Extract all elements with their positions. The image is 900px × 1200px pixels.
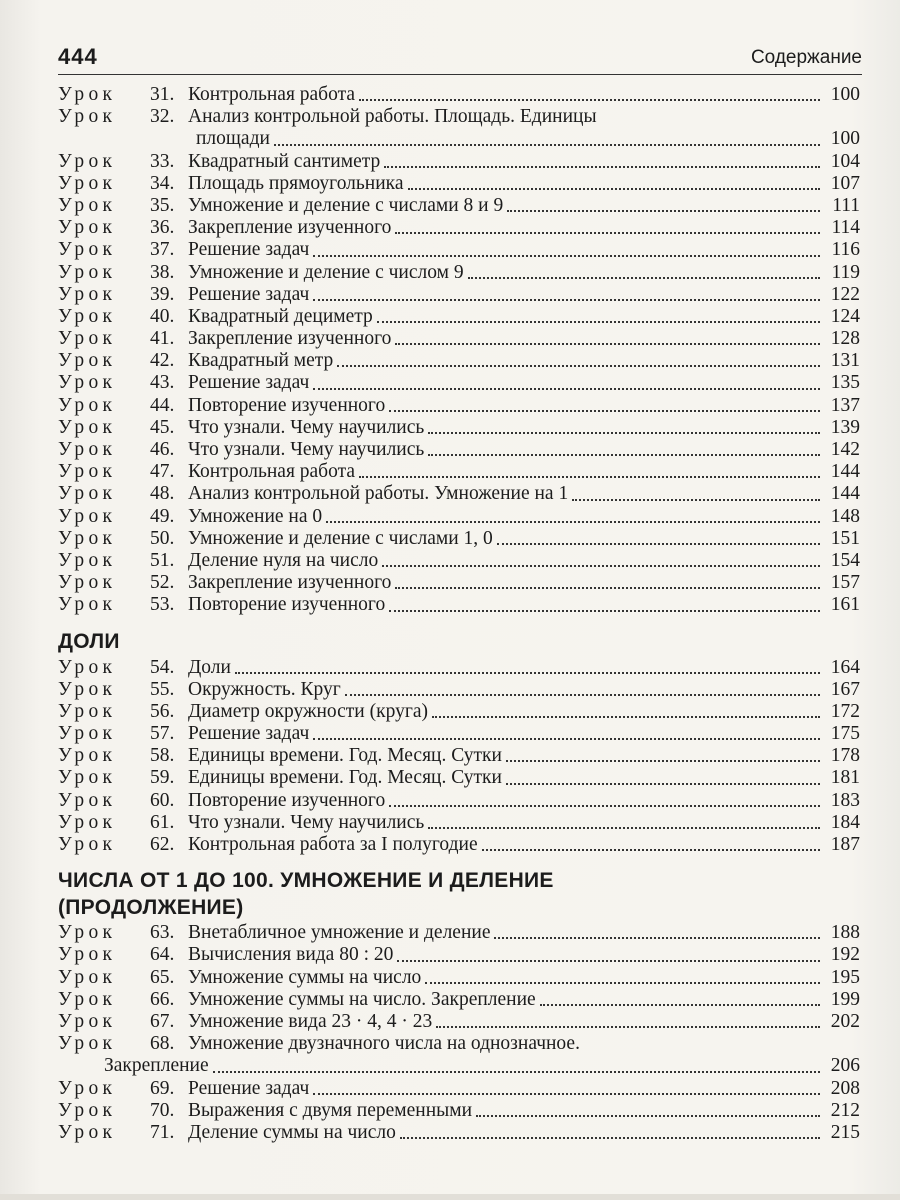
section-heading: ЧИСЛА ОТ 1 ДО 100. УМНОЖЕНИЕ И ДЕЛЕНИЕ bbox=[58, 869, 554, 893]
lesson-number: 69. bbox=[150, 1077, 175, 1099]
lesson-label: Урок bbox=[58, 656, 117, 678]
page-ref: 183 bbox=[830, 789, 860, 811]
lesson-label: Урок bbox=[58, 194, 117, 216]
dot-leader bbox=[572, 498, 820, 501]
toc-entry bbox=[58, 217, 860, 239]
dot-leader bbox=[428, 431, 820, 434]
toc-entry-continued bbox=[58, 1055, 860, 1077]
dot-leader bbox=[313, 1092, 820, 1095]
toc-entry bbox=[58, 657, 860, 679]
lesson-title: Решение задач bbox=[188, 239, 310, 261]
lesson-number: 45. bbox=[150, 416, 175, 438]
lesson-number: 37. bbox=[150, 239, 175, 261]
lesson-number: 42. bbox=[150, 350, 175, 372]
lesson-title-continued: Закрепление bbox=[104, 1055, 209, 1077]
section-heading: ДОЛИ bbox=[58, 629, 120, 653]
lesson-title: Внетабличное умножение и деление bbox=[188, 922, 491, 944]
table-of-contents bbox=[58, 84, 860, 1144]
lesson-title: Умножение суммы на число bbox=[188, 966, 422, 988]
lesson-label: Урок bbox=[58, 483, 117, 505]
page-ref: 208 bbox=[830, 1077, 860, 1099]
toc-entry bbox=[58, 439, 860, 461]
page-bottom-edge bbox=[0, 1194, 900, 1200]
lesson-label: Урок bbox=[58, 305, 117, 327]
toc-entry bbox=[58, 284, 860, 306]
lesson-number: 60. bbox=[150, 789, 175, 811]
lesson-number: 40. bbox=[150, 305, 175, 327]
lesson-title: Повторение изученного bbox=[188, 789, 386, 811]
lesson-number: 59. bbox=[150, 767, 175, 789]
page-ref: 178 bbox=[830, 745, 860, 767]
lesson-number: 67. bbox=[150, 1010, 175, 1032]
toc-entry bbox=[58, 151, 860, 173]
dot-leader bbox=[213, 1070, 820, 1073]
lesson-title: Что узнали. Чему научились bbox=[188, 811, 425, 833]
lesson-number: 65. bbox=[150, 966, 175, 988]
lesson-number: 43. bbox=[150, 372, 175, 394]
lesson-label: Урок bbox=[58, 261, 117, 283]
page-ref: 148 bbox=[830, 505, 860, 527]
lesson-label: Урок bbox=[58, 966, 117, 988]
lesson-title: Умножение на 0 bbox=[188, 505, 323, 527]
lesson-number: 51. bbox=[150, 549, 175, 571]
lesson-title: Выражения с двумя переменными bbox=[188, 1099, 473, 1121]
page-ref: 100 bbox=[830, 128, 860, 150]
lesson-label: Урок bbox=[58, 944, 117, 966]
lesson-title: Диаметр окружности (круга) bbox=[188, 700, 428, 722]
lesson-label: Урок bbox=[58, 811, 117, 833]
dot-leader bbox=[408, 187, 820, 190]
lesson-title: Единицы времени. Год. Месяц. Сутки bbox=[188, 767, 502, 789]
lesson-label: Урок bbox=[58, 572, 117, 594]
lesson-title: Анализ контрольной работы. Площадь. Единицы bbox=[188, 106, 597, 128]
lesson-title: Площадь прямоугольника bbox=[188, 172, 404, 194]
toc-entry bbox=[58, 790, 860, 812]
dot-leader bbox=[345, 693, 820, 696]
dot-leader bbox=[235, 671, 820, 674]
dot-leader bbox=[436, 1025, 820, 1028]
running-title: Содержание bbox=[750, 47, 862, 68]
lesson-label: Урок bbox=[58, 988, 117, 1010]
dot-leader bbox=[494, 936, 820, 939]
lesson-title: Доли bbox=[188, 656, 231, 678]
toc-entry bbox=[58, 944, 860, 966]
toc-entry bbox=[58, 834, 860, 856]
dot-leader bbox=[389, 609, 820, 612]
lesson-label: Урок bbox=[58, 1121, 117, 1143]
lesson-number: 55. bbox=[150, 678, 175, 700]
page-ref: 161 bbox=[830, 594, 860, 616]
lesson-title: Контрольная работа bbox=[188, 461, 356, 483]
dot-leader bbox=[482, 848, 820, 851]
lesson-title: Решение задач bbox=[188, 283, 310, 305]
dot-leader bbox=[400, 1136, 820, 1139]
lesson-number: 61. bbox=[150, 811, 175, 833]
toc-entry bbox=[58, 372, 860, 394]
page-ref: 164 bbox=[830, 656, 860, 678]
lesson-number: 53. bbox=[150, 594, 175, 616]
dot-leader bbox=[497, 542, 820, 545]
dot-leader bbox=[468, 276, 820, 279]
toc-entry bbox=[58, 967, 860, 989]
page-ref: 139 bbox=[830, 416, 860, 438]
lesson-number: 38. bbox=[150, 261, 175, 283]
dot-leader bbox=[476, 1114, 820, 1117]
lesson-number: 71. bbox=[150, 1121, 175, 1143]
lesson-number: 49. bbox=[150, 505, 175, 527]
toc-entry bbox=[58, 723, 860, 745]
dot-leader bbox=[428, 453, 820, 456]
lesson-title: Анализ контрольной работы. Умножение на 1 bbox=[188, 483, 569, 505]
lesson-number: 36. bbox=[150, 217, 175, 239]
toc-entry bbox=[58, 701, 860, 723]
lesson-label: Урок bbox=[58, 172, 117, 194]
page-ref: 206 bbox=[830, 1055, 860, 1077]
dot-leader bbox=[274, 143, 820, 146]
lesson-label: Урок bbox=[58, 767, 117, 789]
lesson-label: Урок bbox=[58, 106, 117, 128]
lesson-title: Повторение изученного bbox=[188, 394, 386, 416]
dot-leader bbox=[313, 298, 820, 301]
lesson-title: Повторение изученного bbox=[188, 594, 386, 616]
lesson-title: Деление суммы на число bbox=[188, 1121, 396, 1143]
dot-leader bbox=[389, 804, 820, 807]
lesson-label: Урок bbox=[58, 1077, 117, 1099]
lesson-title: Умножение и деление с числами 8 и 9 bbox=[188, 194, 504, 216]
dot-leader bbox=[395, 586, 820, 589]
toc-entry bbox=[58, 417, 860, 439]
dot-leader bbox=[432, 715, 820, 718]
lesson-label: Урок bbox=[58, 789, 117, 811]
toc-entry bbox=[58, 922, 860, 944]
dot-leader bbox=[326, 520, 820, 523]
toc-entry bbox=[58, 1122, 860, 1144]
lesson-title: Единицы времени. Год. Месяц. Сутки bbox=[188, 745, 502, 767]
page-ref: 100 bbox=[830, 84, 860, 105]
page-ref: 135 bbox=[830, 372, 860, 394]
lesson-title: Контрольная работа bbox=[188, 84, 356, 105]
lesson-title: Умножение и деление с числами 1, 0 bbox=[188, 527, 493, 549]
dot-leader bbox=[389, 409, 820, 412]
lesson-label: Урок bbox=[58, 350, 117, 372]
toc-entry bbox=[58, 679, 860, 701]
page-ref: 144 bbox=[830, 461, 860, 483]
toc-entry bbox=[58, 550, 860, 572]
lesson-title: Вычисления вида 80 : 20 bbox=[188, 944, 394, 966]
section-heading-continued: (ПРОДОЛЖЕНИЕ) bbox=[58, 896, 244, 920]
page-ref: 167 bbox=[830, 678, 860, 700]
lesson-number: 34. bbox=[150, 172, 175, 194]
toc-entry bbox=[58, 461, 860, 483]
dot-leader bbox=[395, 231, 820, 234]
lesson-label: Урок bbox=[58, 505, 117, 527]
lesson-number: 46. bbox=[150, 439, 175, 460]
lesson-number: 31. bbox=[150, 84, 175, 105]
lesson-label: Урок bbox=[58, 239, 117, 261]
dot-leader bbox=[313, 254, 820, 257]
toc-entry bbox=[58, 1033, 860, 1055]
lesson-label: Урок bbox=[58, 594, 117, 616]
lesson-number: 44. bbox=[150, 394, 175, 416]
lesson-title: Деление нуля на число bbox=[188, 549, 379, 571]
page-ref: 111 bbox=[832, 194, 860, 216]
lesson-title-continued: площади bbox=[196, 128, 270, 150]
lesson-title: Окружность. Круг bbox=[188, 678, 341, 700]
lesson-number: 54. bbox=[150, 656, 175, 678]
toc-entry bbox=[58, 528, 860, 550]
toc-entry bbox=[58, 195, 860, 217]
lesson-number: 52. bbox=[150, 572, 175, 594]
toc-entry bbox=[58, 328, 860, 350]
dot-leader bbox=[359, 98, 820, 101]
page-ref: 137 bbox=[830, 394, 860, 416]
dot-leader bbox=[313, 737, 820, 740]
lesson-number: 41. bbox=[150, 328, 175, 350]
toc-entry bbox=[58, 262, 860, 284]
toc-entry bbox=[58, 106, 860, 128]
lesson-label: Урок bbox=[58, 527, 117, 549]
toc-entry bbox=[58, 173, 860, 195]
page-ref: 116 bbox=[831, 239, 860, 261]
dot-leader bbox=[506, 759, 820, 762]
lesson-number: 50. bbox=[150, 527, 175, 549]
lesson-number: 62. bbox=[150, 834, 175, 855]
lesson-title: Умножение вида 23 · 4, 4 · 23 bbox=[188, 1010, 433, 1032]
lesson-label: Урок bbox=[58, 834, 117, 855]
lesson-title: Закрепление изученного bbox=[188, 217, 392, 239]
lesson-label: Урок bbox=[58, 1010, 117, 1032]
toc-entry bbox=[58, 350, 860, 372]
dot-leader bbox=[384, 165, 820, 168]
page-number: 444 bbox=[58, 44, 98, 69]
lesson-number: 39. bbox=[150, 283, 175, 305]
page-ref: 184 bbox=[830, 811, 860, 833]
dot-leader bbox=[428, 826, 820, 829]
toc-entry bbox=[58, 84, 860, 106]
page-ref: 119 bbox=[831, 261, 860, 283]
lesson-title: Квадратный сантиметр bbox=[188, 150, 381, 172]
toc-entry bbox=[58, 1011, 860, 1033]
toc-entry bbox=[58, 989, 860, 1011]
page-ref: 187 bbox=[830, 834, 860, 855]
lesson-number: 57. bbox=[150, 723, 175, 745]
dot-leader bbox=[507, 209, 820, 212]
lesson-label: Урок bbox=[58, 394, 117, 416]
page-ref: 212 bbox=[830, 1099, 860, 1121]
toc-entry bbox=[58, 1100, 860, 1122]
toc-entry bbox=[58, 483, 860, 505]
lesson-number: 58. bbox=[150, 745, 175, 767]
page-ref: 124 bbox=[830, 305, 860, 327]
lesson-label: Урок bbox=[58, 745, 117, 767]
lesson-label: Урок bbox=[58, 372, 117, 394]
lesson-title: Решение задач bbox=[188, 1077, 310, 1099]
dot-leader bbox=[313, 387, 820, 390]
lesson-title: Квадратный метр bbox=[188, 350, 334, 372]
lesson-title: Закрепление изученного bbox=[188, 328, 392, 350]
lesson-label: Урок bbox=[58, 217, 117, 239]
lesson-number: 48. bbox=[150, 483, 175, 505]
page-ref: 188 bbox=[830, 922, 860, 944]
dot-leader bbox=[337, 364, 820, 367]
lesson-title: Закрепление изученного bbox=[188, 572, 392, 594]
lesson-label: Урок bbox=[58, 84, 117, 105]
lesson-title: Что узнали. Чему научились bbox=[188, 416, 425, 438]
page-ref: 157 bbox=[830, 572, 860, 594]
lesson-number: 33. bbox=[150, 150, 175, 172]
lesson-label: Урок bbox=[58, 549, 117, 571]
toc-entry bbox=[58, 306, 860, 328]
lesson-label: Урок bbox=[58, 328, 117, 350]
toc-entry bbox=[58, 239, 860, 261]
dot-leader bbox=[425, 981, 820, 984]
lesson-title: Контрольная работа за I полугодие bbox=[188, 834, 478, 855]
dot-leader bbox=[395, 342, 820, 345]
lesson-title: Решение задач bbox=[188, 723, 310, 745]
dot-leader bbox=[506, 782, 820, 785]
lesson-label: Урок bbox=[58, 416, 117, 438]
toc-entry bbox=[58, 767, 860, 789]
page-ref: 154 bbox=[830, 549, 860, 571]
lesson-label: Урок bbox=[58, 1033, 117, 1055]
lesson-number: 68. bbox=[150, 1033, 175, 1055]
lesson-label: Урок bbox=[58, 283, 117, 305]
page-ref: 142 bbox=[830, 439, 860, 460]
lesson-number: 64. bbox=[150, 944, 175, 966]
page-ref: 107 bbox=[830, 172, 860, 194]
page-ref: 215 bbox=[830, 1121, 860, 1143]
lesson-number: 32. bbox=[150, 106, 175, 128]
page-ref: 104 bbox=[830, 150, 860, 172]
lesson-label: Урок bbox=[58, 678, 117, 700]
toc-entry bbox=[58, 1078, 860, 1100]
lesson-label: Урок bbox=[58, 700, 117, 722]
page-ref: 175 bbox=[830, 723, 860, 745]
lesson-title: Что узнали. Чему научились bbox=[188, 439, 425, 460]
lesson-number: 56. bbox=[150, 700, 175, 722]
lesson-label: Урок bbox=[58, 723, 117, 745]
lesson-title: Квадратный дециметр bbox=[188, 305, 373, 327]
page-ref: 172 bbox=[830, 700, 860, 722]
lesson-title: Решение задач bbox=[188, 372, 310, 394]
page-ref: 192 bbox=[830, 944, 860, 966]
lesson-label: Урок bbox=[58, 439, 117, 460]
lesson-title: Умножение двузначного числа на однозначное. bbox=[188, 1033, 580, 1055]
page-ref: 195 bbox=[830, 966, 860, 988]
lesson-title: Умножение суммы на число. Закрепление bbox=[188, 988, 536, 1010]
page-ref: 128 bbox=[830, 328, 860, 350]
page-ref: 202 bbox=[830, 1010, 860, 1032]
dot-leader bbox=[359, 475, 820, 478]
lesson-number: 66. bbox=[150, 988, 175, 1010]
dot-leader bbox=[540, 1003, 820, 1006]
lesson-number: 35. bbox=[150, 194, 175, 216]
lesson-number: 70. bbox=[150, 1099, 175, 1121]
lesson-label: Урок bbox=[58, 150, 117, 172]
page-ref: 151 bbox=[830, 527, 860, 549]
toc-entry bbox=[58, 572, 860, 594]
toc-entry bbox=[58, 812, 860, 834]
lesson-number: 47. bbox=[150, 461, 175, 483]
dot-leader bbox=[377, 320, 820, 323]
toc-entry-continued bbox=[58, 128, 860, 150]
lesson-label: Урок bbox=[58, 1099, 117, 1121]
toc-entry bbox=[58, 506, 860, 528]
lesson-label: Урок bbox=[58, 461, 117, 483]
dot-leader bbox=[397, 959, 820, 962]
lesson-title: Умножение и деление с числом 9 bbox=[188, 261, 464, 283]
toc-entry bbox=[58, 395, 860, 417]
page-header bbox=[58, 42, 862, 75]
page-ref: 181 bbox=[830, 767, 860, 789]
page-ref: 131 bbox=[830, 350, 860, 372]
lesson-number: 63. bbox=[150, 922, 175, 944]
dot-leader bbox=[382, 564, 820, 567]
page-ref: 114 bbox=[831, 217, 860, 239]
lesson-label: Урок bbox=[58, 922, 117, 944]
page-ref: 144 bbox=[830, 483, 860, 505]
toc-entry bbox=[58, 745, 860, 767]
page-ref: 122 bbox=[830, 283, 860, 305]
toc-entry bbox=[58, 594, 860, 616]
page-ref: 199 bbox=[830, 988, 860, 1010]
